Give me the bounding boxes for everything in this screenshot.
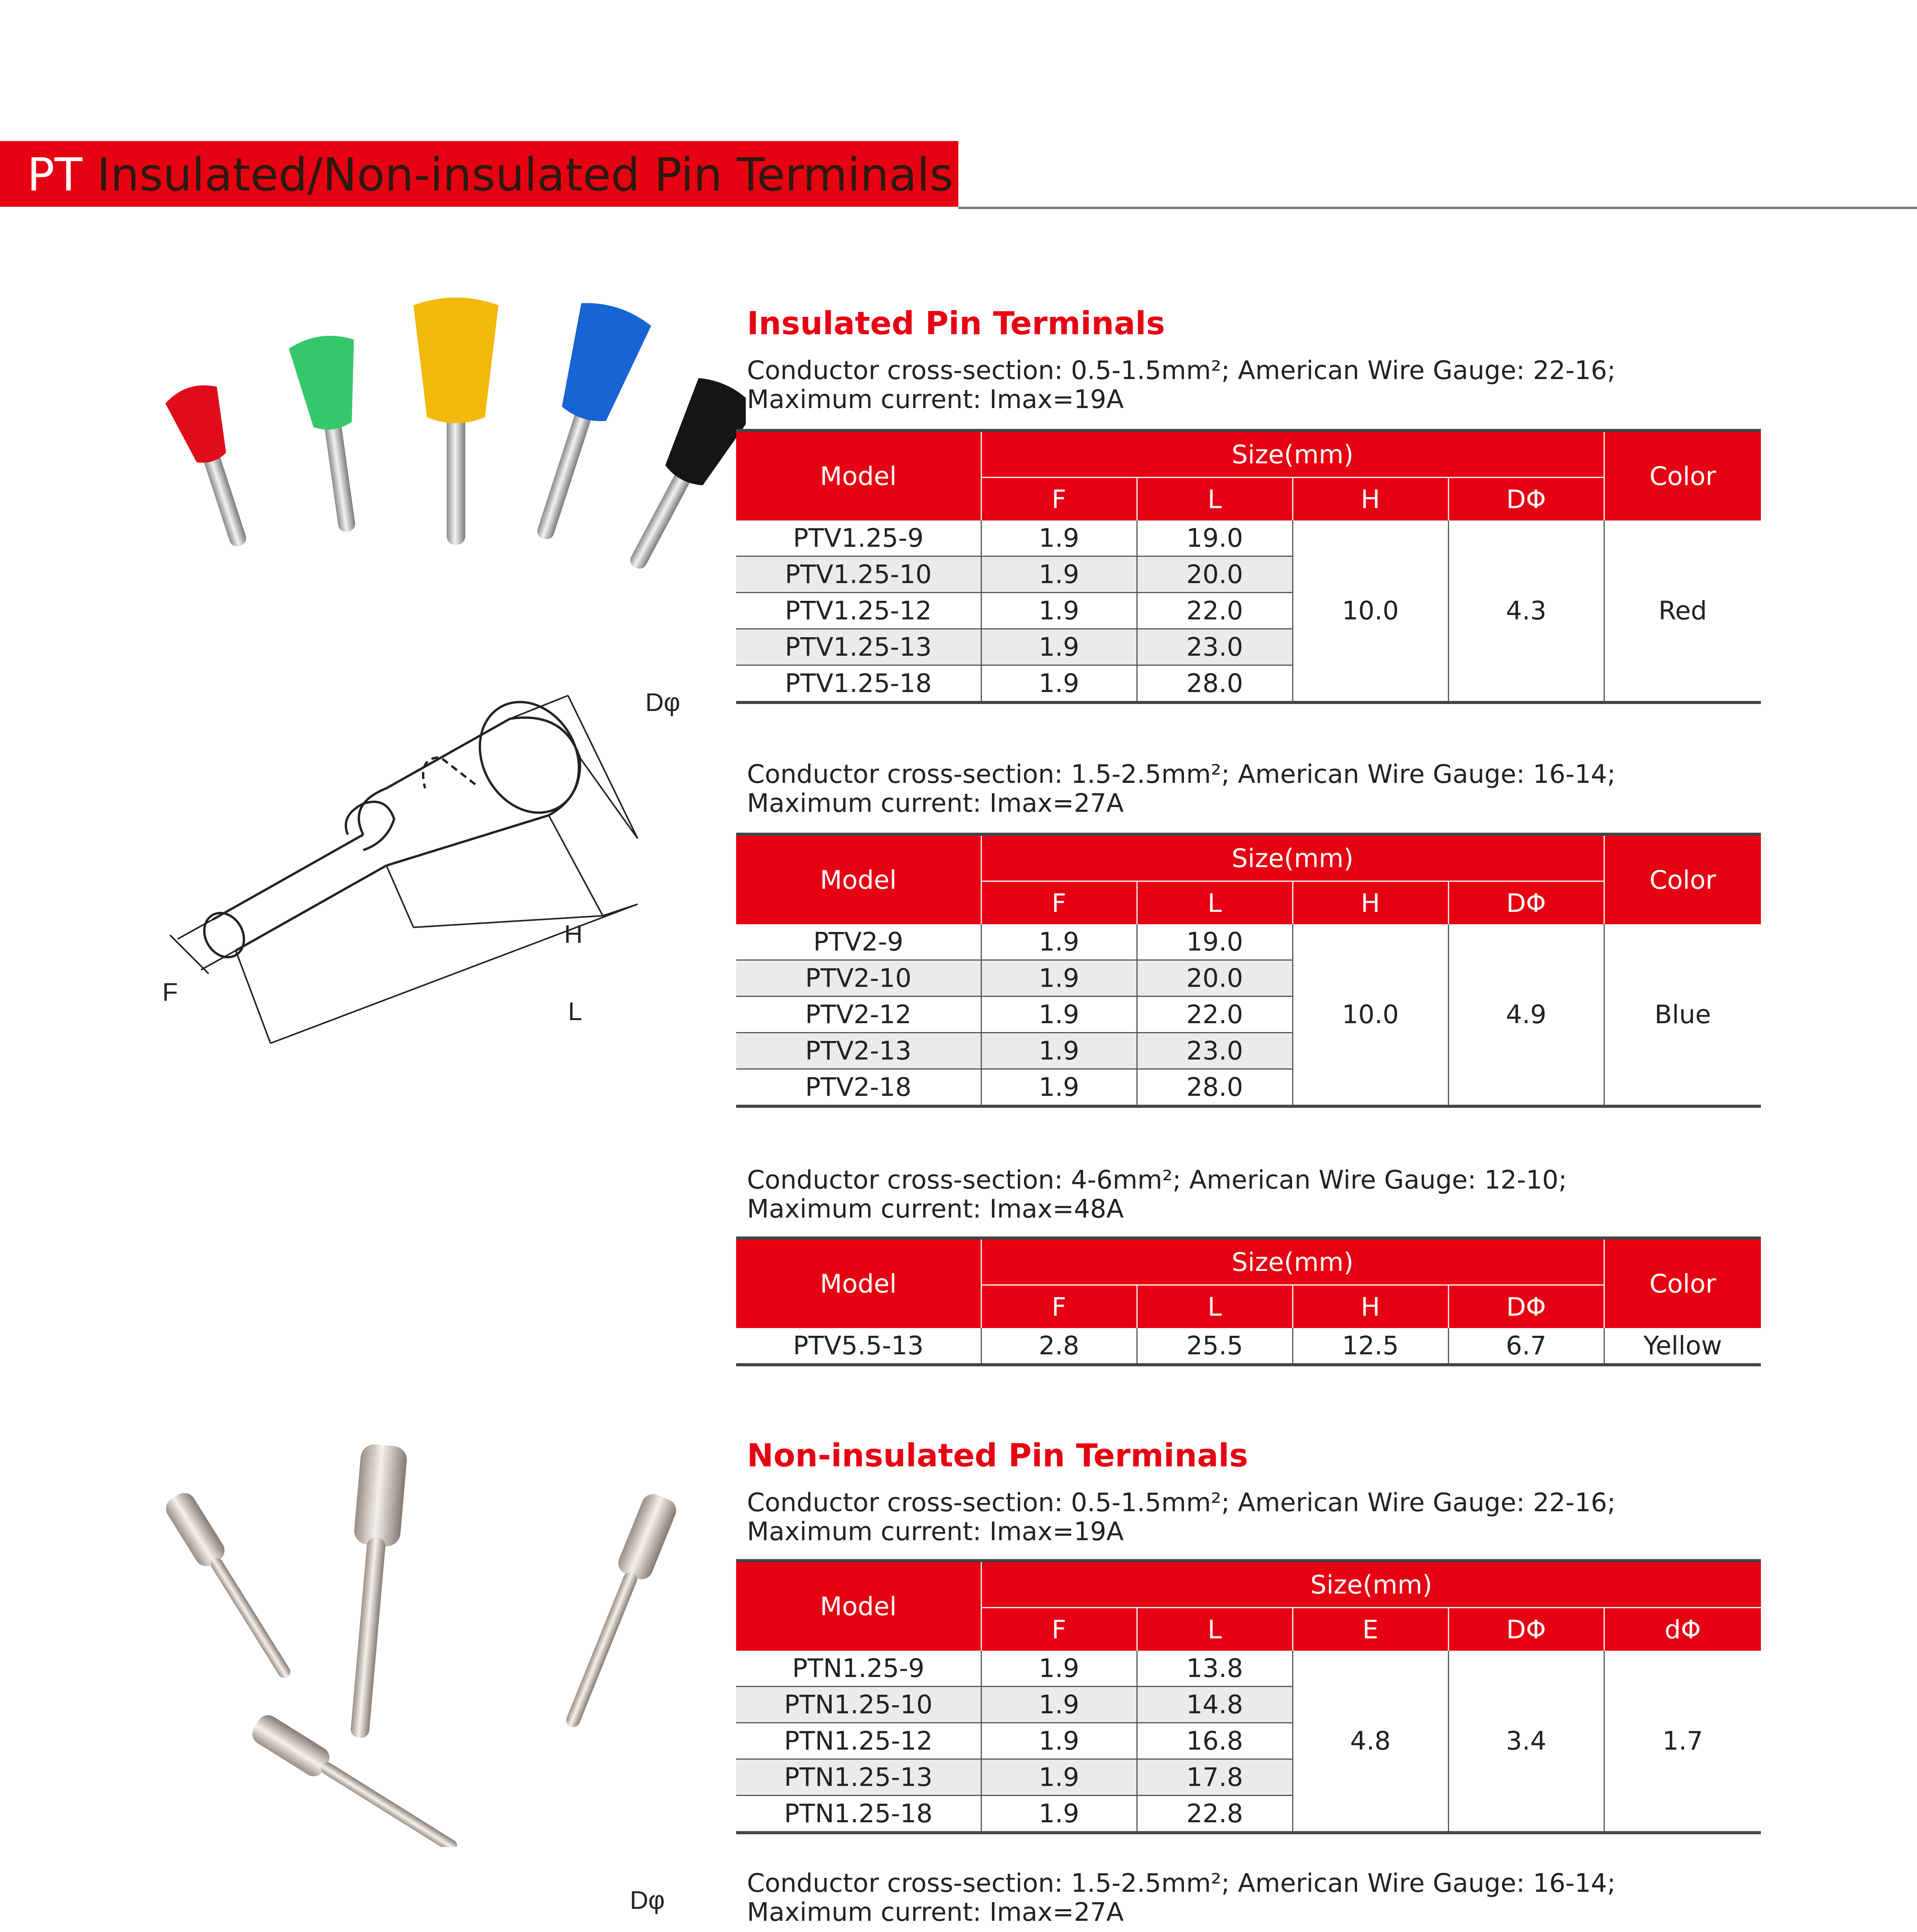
insulated-spec-3b: Maximum current: Imax=48A: [747, 1194, 1124, 1224]
cell-f: 1.9: [981, 1759, 1137, 1796]
cell-l: 17.8: [1137, 1759, 1293, 1796]
col-model: Model: [736, 1561, 981, 1651]
col-size: Size(mm): [981, 1238, 1604, 1285]
col-size: Size(mm): [981, 430, 1604, 478]
cell-f: 1.9: [981, 629, 1137, 665]
cell-f: 1.9: [981, 520, 1137, 556]
noninsulated-spec-2a: Conductor cross-section: 1.5-2.5mm²; American Wire Gauge: 16-14;: [747, 1868, 1616, 1898]
insulated-section-title: Insulated Pin Terminals: [747, 305, 1165, 342]
header-rule: [958, 207, 1917, 209]
col-l: L: [1137, 1285, 1293, 1328]
cell-model: PTV1.25-9: [736, 520, 981, 556]
cell-model: PTV1.25-18: [785, 668, 932, 698]
cell-f: 1.9: [981, 1069, 1137, 1107]
insulated-dimension-diagram: [147, 688, 719, 1094]
noninsulated-terminals-photo: [147, 1422, 726, 1847]
cell-d-shared: 3.4: [1448, 1651, 1604, 1833]
col-f: F: [981, 1285, 1137, 1328]
cell-f: 1.9: [981, 960, 1137, 997]
table-row: [736, 924, 1761, 960]
cell-color-shared: Red: [1604, 520, 1761, 702]
table-row: [736, 520, 1761, 556]
cell-l: 22.8: [1137, 1796, 1293, 1833]
cell-model: PTV2-12: [736, 997, 981, 1033]
cell-f: 1.9: [981, 1687, 1137, 1723]
red-terminal: [163, 379, 266, 554]
cell-f: 1.9: [981, 1723, 1137, 1759]
table-row: [736, 1328, 1761, 1365]
diagram-label-d: Dφ: [630, 1886, 665, 1914]
page-title: [27, 144, 953, 206]
black-terminal: [606, 372, 746, 583]
cell-d-shared: 4.9: [1448, 924, 1604, 1106]
col-h: H: [1293, 1285, 1448, 1328]
cell-model: PTV1.25-10: [736, 556, 981, 593]
noninsulated-spec-1b: Maximum current: Imax=19A: [747, 1517, 1124, 1546]
cell-color-shared: Blue: [1604, 924, 1761, 1106]
cell-model: PTN1.25-18: [784, 1799, 933, 1828]
insulated-table-1: [736, 429, 1761, 704]
insulated-table-3: [736, 1236, 1761, 1366]
cell-l: 19.0: [1137, 520, 1293, 556]
cell-d: 6.7: [1448, 1328, 1604, 1365]
diagram-label-f: F: [162, 978, 178, 1006]
col-h: H: [1293, 881, 1448, 925]
cell-l: 22.0: [1137, 997, 1293, 1033]
cell-l: 20.0: [1137, 960, 1293, 997]
cell-model: PTN1.25-12: [736, 1723, 981, 1759]
yellow-terminal: [413, 298, 498, 545]
cell-l: 28.0: [1137, 1069, 1293, 1107]
col-size: Size(mm): [981, 834, 1604, 881]
col-color: Color: [1604, 834, 1761, 924]
cell-l: 25.5: [1137, 1328, 1293, 1365]
col-d: DΦ: [1448, 478, 1604, 521]
cell-l: 23.0: [1137, 1033, 1293, 1069]
cell-l: 28.0: [1137, 665, 1293, 703]
cell-e-shared: 4.8: [1293, 1651, 1448, 1833]
col-l: L: [1137, 881, 1293, 925]
col-d: DΦ: [1448, 1285, 1604, 1328]
cell-h-shared: 10.0: [1293, 520, 1448, 702]
cell-h-shared: 10.0: [1293, 924, 1448, 1106]
diagram-label-d: Dφ: [645, 688, 680, 716]
col-d: DΦ: [1448, 1608, 1604, 1651]
noninsulated-spec-1a: Conductor cross-section: 0.5-1.5mm²; American Wire Gauge: 22-16;: [747, 1488, 1616, 1517]
cell-model: PTV1.25-12: [736, 593, 981, 629]
blue-terminal: [509, 297, 653, 550]
col-model: Model: [736, 430, 981, 520]
cell-model: PTV2-9: [736, 924, 981, 960]
cell-model: PTV5.5-13: [793, 1331, 924, 1361]
col-h: H: [1293, 478, 1448, 521]
cell-f: 1.9: [981, 924, 1137, 960]
col-model: Model: [736, 834, 981, 924]
insulated-spec-2b: Maximum current: Imax=27A: [747, 788, 1124, 818]
cell-model: PTV2-18: [805, 1072, 912, 1102]
cell-l: 20.0: [1137, 556, 1293, 593]
pin-right: [554, 1491, 680, 1733]
diagram-label-h: H: [564, 920, 583, 948]
cell-model: PTV1.25-13: [736, 629, 981, 665]
col-l: L: [1137, 478, 1293, 521]
insulated-spec-1a: Conductor cross-section: 0.5-1.5mm²; American Wire Gauge: 22-16;: [747, 355, 1616, 385]
noninsulated-dimension-diagram: [147, 1886, 719, 1932]
pin-left: [162, 1488, 300, 1685]
pin-center: [336, 1443, 408, 1740]
col-f: F: [981, 881, 1137, 925]
cell-l: 13.8: [1137, 1651, 1293, 1687]
cell-model: PTN1.25-13: [736, 1759, 981, 1796]
cell-model: PTN1.25-9: [736, 1651, 981, 1687]
cell-l: 19.0: [1137, 924, 1293, 960]
cell-l: 23.0: [1137, 629, 1293, 665]
cell-model: PTN1.25-10: [736, 1687, 981, 1723]
cell-f: 1.9: [981, 1796, 1137, 1833]
col-model: Model: [736, 1238, 981, 1328]
cell-h: 12.5: [1293, 1328, 1448, 1365]
insulated-spec-1b: Maximum current: Imax=19A: [747, 384, 1124, 414]
insulated-table-2: [736, 833, 1761, 1108]
insulated-spec-3a: Conductor cross-section: 4-6mm²; American Wire Gauge: 12-10;: [747, 1165, 1567, 1195]
cell-f: 1.9: [981, 556, 1137, 593]
cell-model: PTV2-10: [736, 960, 981, 997]
cell-d-shared: 4.3: [1448, 520, 1604, 702]
cell-l: 22.0: [1137, 593, 1293, 629]
noninsulated-spec-2b: Maximum current: Imax=27A: [747, 1897, 1124, 1927]
col-color: Color: [1604, 1238, 1761, 1328]
cell-l: 14.8: [1137, 1687, 1293, 1723]
cell-l: 16.8: [1137, 1723, 1293, 1759]
diagram-label-l: L: [568, 997, 582, 1026]
col-color: Color: [1604, 430, 1761, 520]
table-row: [736, 1651, 1761, 1687]
cell-dd-shared: 1.7: [1604, 1651, 1761, 1833]
noninsulated-table-1: [736, 1559, 1761, 1834]
col-f: F: [981, 478, 1137, 521]
cell-f: 1.9: [981, 593, 1137, 629]
cell-f: 1.9: [981, 997, 1137, 1033]
col-e: E: [1293, 1608, 1448, 1651]
title-text: Insulated/Non-insulated Pin Terminals: [97, 148, 954, 201]
cell-color: Yellow: [1604, 1328, 1761, 1365]
noninsulated-section-title: Non-insulated Pin Terminals: [747, 1437, 1248, 1474]
title-prefix: PT: [27, 148, 83, 201]
col-size: Size(mm): [981, 1561, 1761, 1608]
cell-model: PTV2-13: [736, 1033, 981, 1069]
cell-f: 1.9: [981, 665, 1137, 703]
col-l: L: [1137, 1608, 1293, 1651]
insulated-terminals-photo: [128, 286, 746, 618]
cell-f: 2.8: [981, 1328, 1137, 1365]
cell-f: 1.9: [981, 1033, 1137, 1069]
col-f: F: [981, 1608, 1137, 1651]
col-dd: dΦ: [1604, 1608, 1761, 1651]
col-d: DΦ: [1448, 881, 1604, 925]
insulated-spec-2a: Conductor cross-section: 1.5-2.5mm²; American Wire Gauge: 16-14;: [747, 759, 1616, 789]
green-terminal: [288, 332, 380, 536]
cell-f: 1.9: [981, 1651, 1137, 1687]
